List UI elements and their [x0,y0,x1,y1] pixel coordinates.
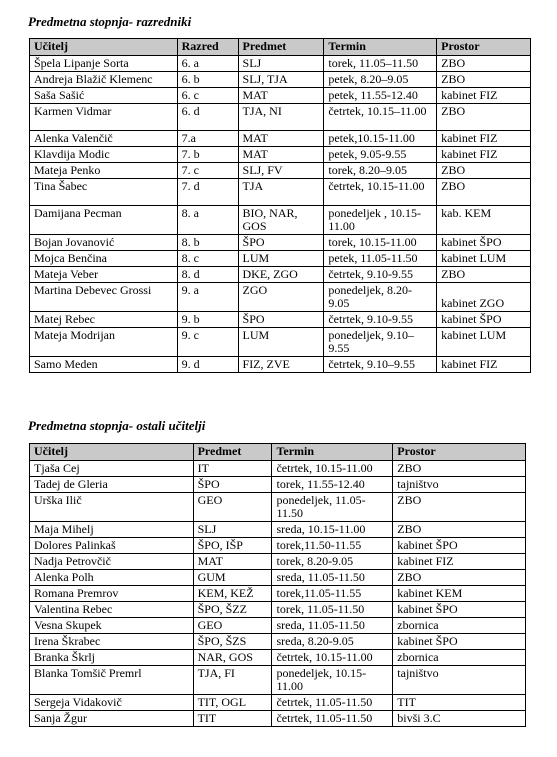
cell-prostor: tajništvo [393,477,526,493]
table-row [30,72,531,88]
section-title-ostali-ucitelji: Predmetna stopnja- ostali učitelji [28,418,206,433]
column-header-predmet: Predmet [193,444,272,461]
table-row [30,522,526,538]
cell-termin: sreda, 10.15-11.00 [272,522,393,538]
cell-predmet: ZGO [238,283,324,312]
cell-termin: četrtek, 9.10–9.55 [324,357,437,373]
column-header-termin: Termin [324,39,437,56]
cell-ucitelj: Samo Meden [30,357,178,373]
column-header-razred: Razred [177,39,238,56]
table-row [30,650,526,666]
cell-ucitelj: Alenka Valenčič [30,131,178,147]
cell-prostor: ZBO [393,461,526,477]
cell-termin: torek,11.50-11.55 [272,538,393,554]
cell-predmet: NAR, GOS [193,650,272,666]
table-row [30,554,526,570]
table-row [30,695,526,711]
cell-predmet: GEO [193,493,272,522]
cell-ucitelj: Bojan Jovanović [30,235,178,251]
cell-ucitelj: Martina Debevec Grossi [30,283,178,312]
cell-predmet: SLJ, FV [238,163,324,179]
table-row [30,312,531,328]
table-row [30,711,526,727]
table-row [30,104,531,131]
cell-razred: 9. c [177,328,238,357]
cell-razred: 9. a [177,283,238,312]
cell-ucitelj: Karmen Vidmar [30,104,178,131]
cell-ucitelj: Sanja Žgur [30,711,194,727]
table-row [30,634,526,650]
cell-prostor: kabinet ZGO [437,283,531,312]
cell-ucitelj: Saša Sašić [30,88,178,104]
table-row [30,570,526,586]
cell-predmet: LUM [238,328,324,357]
cell-prostor: ZBO [437,267,531,283]
cell-predmet: TIT [193,711,272,727]
table-row [30,235,531,251]
cell-prostor: ZBO [393,522,526,538]
cell-razred: 9. b [177,312,238,328]
cell-predmet: MAT [238,147,324,163]
cell-termin: petek,10.15-11.00 [324,131,437,147]
cell-termin: torek, 11.05-11.50 [272,602,393,618]
cell-predmet: SLJ, TJA [238,72,324,88]
cell-termin: četrtek, 9.10-9.55 [324,312,437,328]
table-row [30,328,531,357]
cell-predmet: KEM, KEŽ [193,586,272,602]
cell-ucitelj: Vesna Skupek [30,618,194,634]
table-row [30,179,531,206]
cell-termin: torek, 11.55-12.40 [272,477,393,493]
cell-predmet: TJA, FI [193,666,272,695]
table-row [30,163,531,179]
cell-termin: torek, 10.15-11.00 [324,235,437,251]
table-row [30,88,531,104]
cell-ucitelj: Nadja Petrovčič [30,554,194,570]
cell-ucitelj: Mateja Penko [30,163,178,179]
table-row [30,267,531,283]
cell-razred: 7.a [177,131,238,147]
cell-termin: ponedeljek , 10.15-11.00 [324,206,437,235]
cell-razred: 6. a [177,56,238,72]
cell-termin: torek, 8.20-9.05 [272,554,393,570]
table-row [30,618,526,634]
table-row [30,477,526,493]
cell-prostor: kabinet FIZ [437,147,531,163]
cell-ucitelj: Tadej de Gleria [30,477,194,493]
cell-prostor: kabinet FIZ [393,554,526,570]
cell-prostor: kabinet FIZ [437,88,531,104]
column-header-ucitelj: Učitelj [30,39,178,56]
cell-razred: 6. b [177,72,238,88]
table-row [30,251,531,267]
cell-ucitelj: Valentina Rebec [30,602,194,618]
table-row [30,283,531,312]
cell-razred: 6. c [177,88,238,104]
cell-predmet: ŠPO, ŠZS [193,634,272,650]
cell-prostor: ZBO [393,493,526,522]
cell-ucitelj: Romana Premrov [30,586,194,602]
cell-razred: 7. c [177,163,238,179]
cell-termin: torek, 8.20–9.05 [324,163,437,179]
cell-ucitelj: Irena Škrabec [30,634,194,650]
cell-predmet: ŠPO, IŠP [193,538,272,554]
cell-prostor: zbornica [393,650,526,666]
cell-predmet: GUM [193,570,272,586]
cell-prostor: ZBO [437,72,531,88]
cell-ucitelj: Matej Rebec [30,312,178,328]
cell-predmet: TJA, NI [238,104,324,131]
cell-ucitelj: Dolores Palinkaš [30,538,194,554]
cell-predmet: ŠPO [238,312,324,328]
cell-prostor: bivši 3.C [393,711,526,727]
cell-prostor: kabinet FIZ [437,357,531,373]
cell-predmet: ŠPO [238,235,324,251]
cell-prostor: kabinet KEM [393,586,526,602]
table-row [30,586,526,602]
cell-prostor: kabinet ŠPO [437,235,531,251]
cell-predmet: TIT, OGL [193,695,272,711]
table-row [30,131,531,147]
cell-termin: četrtek, 10.15–11.00 [324,104,437,131]
cell-termin: torek, 11.05–11.50 [324,56,437,72]
razredniki-table [29,38,531,373]
cell-prostor: TIT [393,695,526,711]
cell-termin: sreda, 11.05-11.50 [272,570,393,586]
cell-ucitelj: Mateja Modrijan [30,328,178,357]
table-row [30,666,526,695]
cell-ucitelj: Sergeja Vidakovič [30,695,194,711]
cell-termin: ponedeljek, 8.20-9.05 [324,283,437,312]
cell-prostor: ZBO [437,163,531,179]
cell-ucitelj: Tjaša Cej [30,461,194,477]
cell-prostor: tajništvo [393,666,526,695]
cell-ucitelj: Andreja Blažič Klemenc [30,72,178,88]
cell-termin: četrtek, 11.05-11.50 [272,711,393,727]
ostali-ucitelji-table [29,443,526,727]
table-header-row [30,39,531,56]
table-row [30,538,526,554]
cell-predmet: ŠPO, ŠZZ [193,602,272,618]
cell-ucitelj: Mojca Benčina [30,251,178,267]
cell-termin: ponedeljek, 10.15-11.00 [272,666,393,695]
cell-termin: petek, 9.05-9.55 [324,147,437,163]
cell-prostor: ZBO [437,104,531,131]
cell-predmet: SLJ [238,56,324,72]
section-title-razredniki: Predmetna stopnja- razredniki [28,14,192,29]
cell-prostor: ZBO [437,179,531,206]
cell-predmet: ŠPO [193,477,272,493]
cell-predmet: IT [193,461,272,477]
cell-termin: ponedeljek, 11.05-11.50 [272,493,393,522]
cell-termin: četrtek, 10.15-11.00 [272,650,393,666]
cell-predmet: MAT [238,131,324,147]
cell-termin: sreda, 8.20-9.05 [272,634,393,650]
table-row [30,357,531,373]
cell-ucitelj: Damijana Pecman [30,206,178,235]
cell-predmet: MAT [193,554,272,570]
table-row [30,206,531,235]
cell-prostor: kabinet LUM [437,251,531,267]
cell-predmet: BIO, NAR, GOS [238,206,324,235]
cell-razred: 8. c [177,251,238,267]
cell-razred: 9. d [177,357,238,373]
cell-prostor: ZBO [393,570,526,586]
cell-predmet: TJA [238,179,324,206]
cell-ucitelj: Alenka Polh [30,570,194,586]
cell-razred: 7. d [177,179,238,206]
cell-prostor: kabinet ŠPO [393,602,526,618]
cell-razred: 6. d [177,104,238,131]
cell-predmet: SLJ [193,522,272,538]
table-row [30,493,526,522]
cell-ucitelj: Maja Mihelj [30,522,194,538]
table-row [30,147,531,163]
table-row [30,602,526,618]
cell-prostor: kabinet LUM [437,328,531,357]
cell-prostor: ZBO [437,56,531,72]
cell-ucitelj: Klavdija Modic [30,147,178,163]
column-header-prostor: Prostor [393,444,526,461]
cell-termin: sreda, 11.05-11.50 [272,618,393,634]
cell-predmet: LUM [238,251,324,267]
cell-ucitelj: Špela Lipanje Sorta [30,56,178,72]
cell-prostor: kabinet ŠPO [437,312,531,328]
cell-prostor: zbornica [393,618,526,634]
column-header-prostor: Prostor [437,39,531,56]
cell-prostor: kabinet FIZ [437,131,531,147]
column-header-predmet: Predmet [238,39,324,56]
cell-predmet: FIZ, ZVE [238,357,324,373]
cell-predmet: GEO [193,618,272,634]
cell-ucitelj: Branka Škrlj [30,650,194,666]
cell-ucitelj: Blanka Tomšič Premrl [30,666,194,695]
cell-razred: 8. b [177,235,238,251]
cell-prostor: kab. KEM [437,206,531,235]
cell-prostor: kabinet ŠPO [393,538,526,554]
cell-termin: petek, 8.20–9.05 [324,72,437,88]
column-header-ucitelj: Učitelj [30,444,194,461]
cell-termin: četrtek, 10.15-11.00 [324,179,437,206]
cell-termin: torek,11.05-11.55 [272,586,393,602]
cell-termin: četrtek, 9.10-9.55 [324,267,437,283]
cell-ucitelj: Tina Šabec [30,179,178,206]
cell-termin: četrtek, 10.15-11.00 [272,461,393,477]
cell-termin: petek, 11.55-12.40 [324,88,437,104]
cell-termin: petek, 11.05-11.50 [324,251,437,267]
table-row [30,56,531,72]
cell-ucitelj: Urška Ilič [30,493,194,522]
cell-razred: 7. b [177,147,238,163]
cell-prostor: kabinet ŠPO [393,634,526,650]
cell-razred: 8. d [177,267,238,283]
cell-razred: 8. a [177,206,238,235]
column-header-termin: Termin [272,444,393,461]
table-row [30,461,526,477]
cell-termin: četrtek, 11.05-11.50 [272,695,393,711]
cell-termin: ponedeljek, 9.10–9.55 [324,328,437,357]
cell-predmet: DKE, ZGO [238,267,324,283]
cell-ucitelj: Mateja Veber [30,267,178,283]
cell-predmet: MAT [238,88,324,104]
table-header-row [30,444,526,461]
